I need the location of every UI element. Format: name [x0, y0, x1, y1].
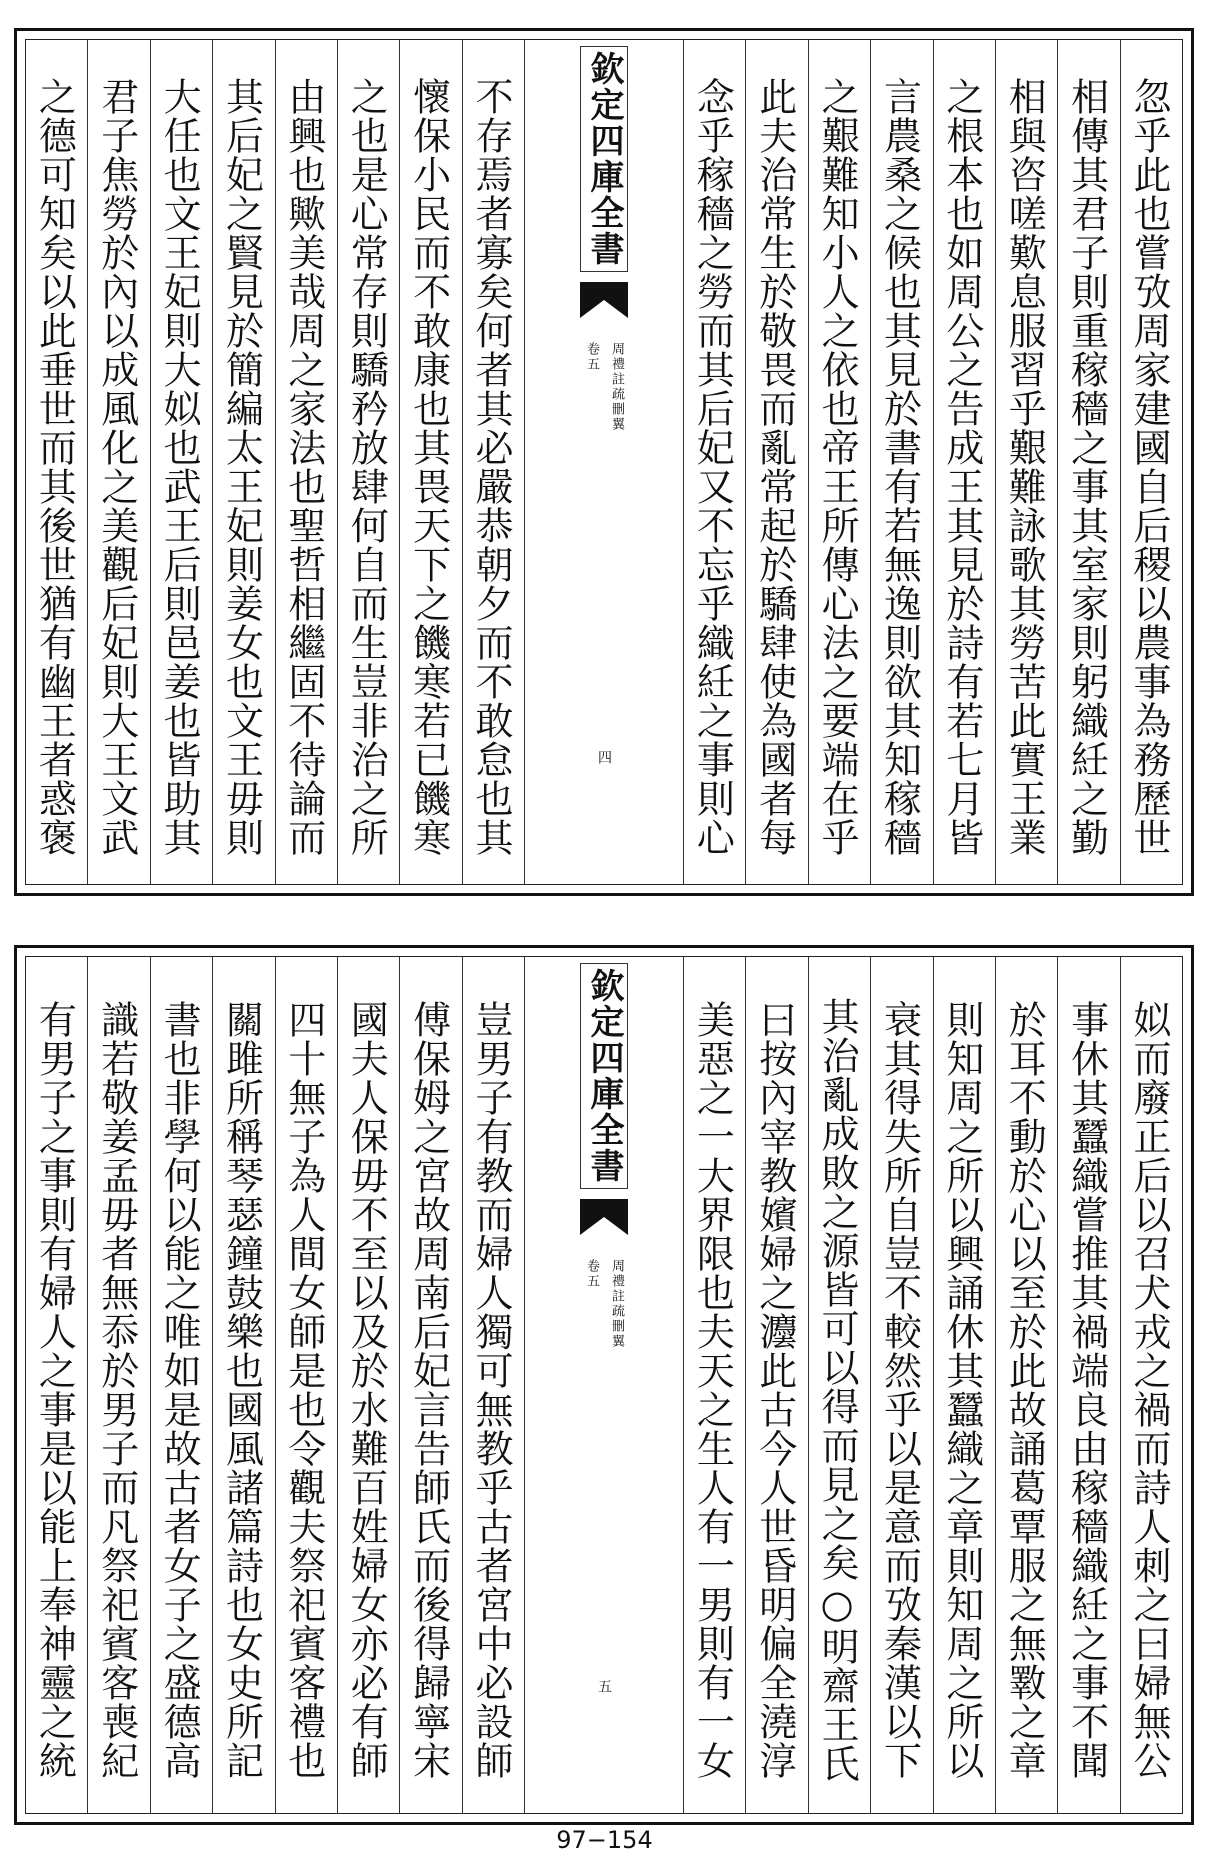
- bottom-page-body: [25, 956, 1183, 1814]
- text-column: 之也是心常存則驕矜放肆何自而生豈非治之所: [337, 40, 399, 884]
- text-column: 其后妃之賢見於簡編太王妃則姜女也文王毋則: [212, 40, 274, 884]
- text-column: 姒而廢正后以召犬戎之禍而詩人刺之曰婦無公: [1120, 957, 1182, 1813]
- text-column: 則知周之所以興誦休其蠶織之章則知周之所以: [933, 957, 995, 1813]
- text-column: 懷保小民而不敢康也其畏天下之饑寒若已饑寒: [399, 40, 461, 884]
- folio-number: 四: [596, 750, 612, 764]
- top-page-body: [25, 39, 1183, 885]
- text-column: 之根本也如周公之告成王其見於詩有若七月皆: [933, 40, 995, 884]
- center-info: [582, 342, 626, 432]
- volume-label: 卷五: [584, 342, 599, 372]
- page-number: 97−154: [556, 1826, 653, 1854]
- text-column: 美惡之一大界限也夫天之生人有一男則有一女: [683, 957, 745, 1813]
- text-column: 曰按內宰教嬪婦之灋此古今人世昏明偏全澆淳: [745, 957, 807, 1813]
- text-column: 其治亂成敗之源皆可以得而見之矣○明齋王氏: [808, 957, 870, 1813]
- collection-title: 欽定四庫全書: [580, 46, 628, 272]
- text-column: 識若敬姜孟毋者無忝於男子而凡祭祀賓客喪紀: [87, 957, 149, 1813]
- text-column: 關雎所稱琴瑟鐘鼓樂也國風諸篇詩也女史所記: [212, 957, 274, 1813]
- text-column: 有男子之事則有婦人之事是以能上奉神靈之統: [32, 1000, 77, 1780]
- text-column: 忽乎此也嘗攷周家建國自后稷以農事為務歷世: [1120, 40, 1182, 884]
- text-column: 衰其得失所自豈不較然乎以是意而攷秦漢以下: [870, 957, 932, 1813]
- text-column: 事休其蠶織嘗推其禍端良由稼穡織紝之事不聞: [1057, 957, 1119, 1813]
- fish-tail-mark-icon: [580, 1199, 628, 1235]
- text-column: 相傳其君子則重稼穡之事其室家則躬織紝之勤: [1057, 40, 1119, 884]
- text-column: 之德可知矣以此垂世而其後世猶有幽王者惑褒: [32, 77, 77, 857]
- text-column: 傅保姆之宮故周南后妃言告師氏而後得歸寧宋: [399, 957, 461, 1813]
- text-column: 書也非學何以能之唯如是故古者女子之盛德高: [150, 957, 212, 1813]
- center-fold: [524, 40, 683, 884]
- text-column: 不存焉者寡矣何者其必嚴恭朝夕而不敢怠也其: [462, 40, 524, 884]
- center-info: [582, 1259, 626, 1349]
- fish-tail-mark-icon: [580, 282, 628, 318]
- text-column: 國夫人保毋不至以及於水難百姓婦女亦必有師: [337, 957, 399, 1813]
- text-column: 言農桑之候也其見於書有若無逸則欲其知稼穡: [870, 40, 932, 884]
- text-column: 豈男子有教而婦人獨可無教乎古者宮中必設師: [462, 957, 524, 1813]
- top-page: [14, 28, 1194, 896]
- collection-title: 欽定四庫全書: [580, 963, 628, 1189]
- text-column: 君子焦勞於內以成風化之美觀后妃則大王文武: [87, 40, 149, 884]
- bottom-page: [14, 945, 1194, 1825]
- book-title: 周禮註疏刪翼: [609, 342, 624, 432]
- book-title: 周禮註疏刪翼: [609, 1259, 624, 1349]
- text-column: 四十無子為人間女師是也令觀夫祭祀賓客禮也: [275, 957, 337, 1813]
- text-column: 念乎稼穡之勞而其后妃又不忘乎織紝之事則心: [683, 40, 745, 884]
- text-column: 大任也文王妃則大姒也武王后則邑姜也皆助其: [150, 40, 212, 884]
- text-column: 之艱難知小人之依也帝王所傳心法之要端在乎: [808, 40, 870, 884]
- text-column: 由興也歟美哉周之家法也聖哲相繼固不待論而: [275, 40, 337, 884]
- folio-number: 五: [596, 1679, 612, 1693]
- text-column: 相與咨嗟歎息服習乎艱難詠歌其勞苦此實王業: [995, 40, 1057, 884]
- volume-label: 卷五: [584, 1259, 599, 1289]
- text-column: 此夫治常生於敬畏而亂常起於驕肆使為國者每: [745, 40, 807, 884]
- center-fold: [524, 957, 683, 1813]
- text-column: 於耳不動於心以至於此故誦葛覃服之無斁之章: [995, 957, 1057, 1813]
